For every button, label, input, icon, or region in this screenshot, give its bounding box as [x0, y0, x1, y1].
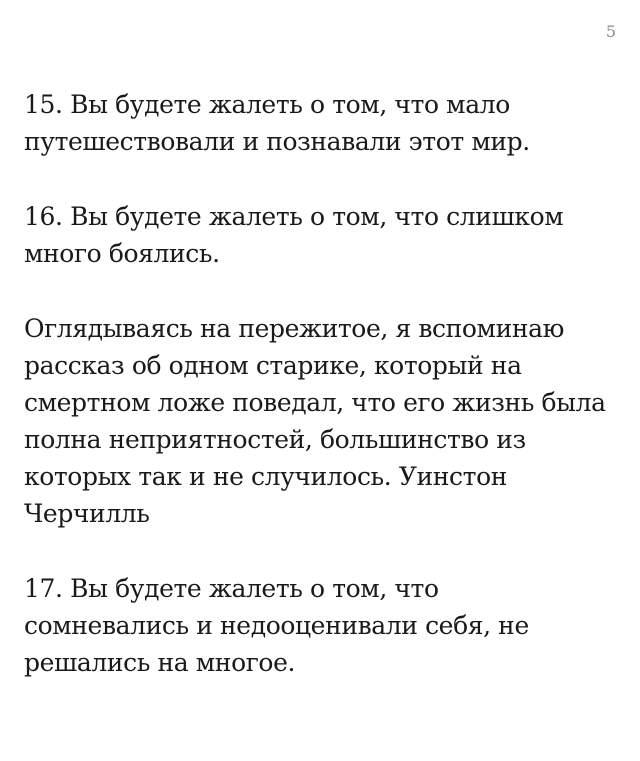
page-content [24, 86, 624, 719]
text-line: 16. Вы будете жалеть о том, что слишком [24, 202, 564, 231]
text-line: Оглядываясь на пережитое, я вспоминаю [24, 314, 564, 343]
text-line: решались на многое. [24, 648, 296, 677]
page-number: 5 [605, 22, 616, 41]
text-line: много боялись. [24, 239, 220, 268]
text-line: сомневались и недооценивали себя, не [24, 611, 529, 640]
text-line: 15. Вы будете жалеть о том, что мало [24, 90, 510, 119]
paragraph-item-16 [24, 198, 624, 272]
text-line: полна неприятностей, большинство из [24, 425, 526, 454]
text-line: Черчилль [24, 499, 150, 528]
text-line: 17. Вы будете жалеть о том, что [24, 574, 439, 603]
text-line: которых так и не случилось. Уинстон [24, 462, 507, 491]
text-line: рассказ об одном старике, который на [24, 351, 522, 380]
text-line: путешествовали и познавали этот мир. [24, 127, 530, 156]
paragraph-quote [24, 310, 624, 532]
text-line: смертном ложе поведал, что его жизнь была [24, 388, 606, 417]
paragraph-item-15 [24, 86, 624, 160]
paragraph-item-17 [24, 570, 624, 681]
